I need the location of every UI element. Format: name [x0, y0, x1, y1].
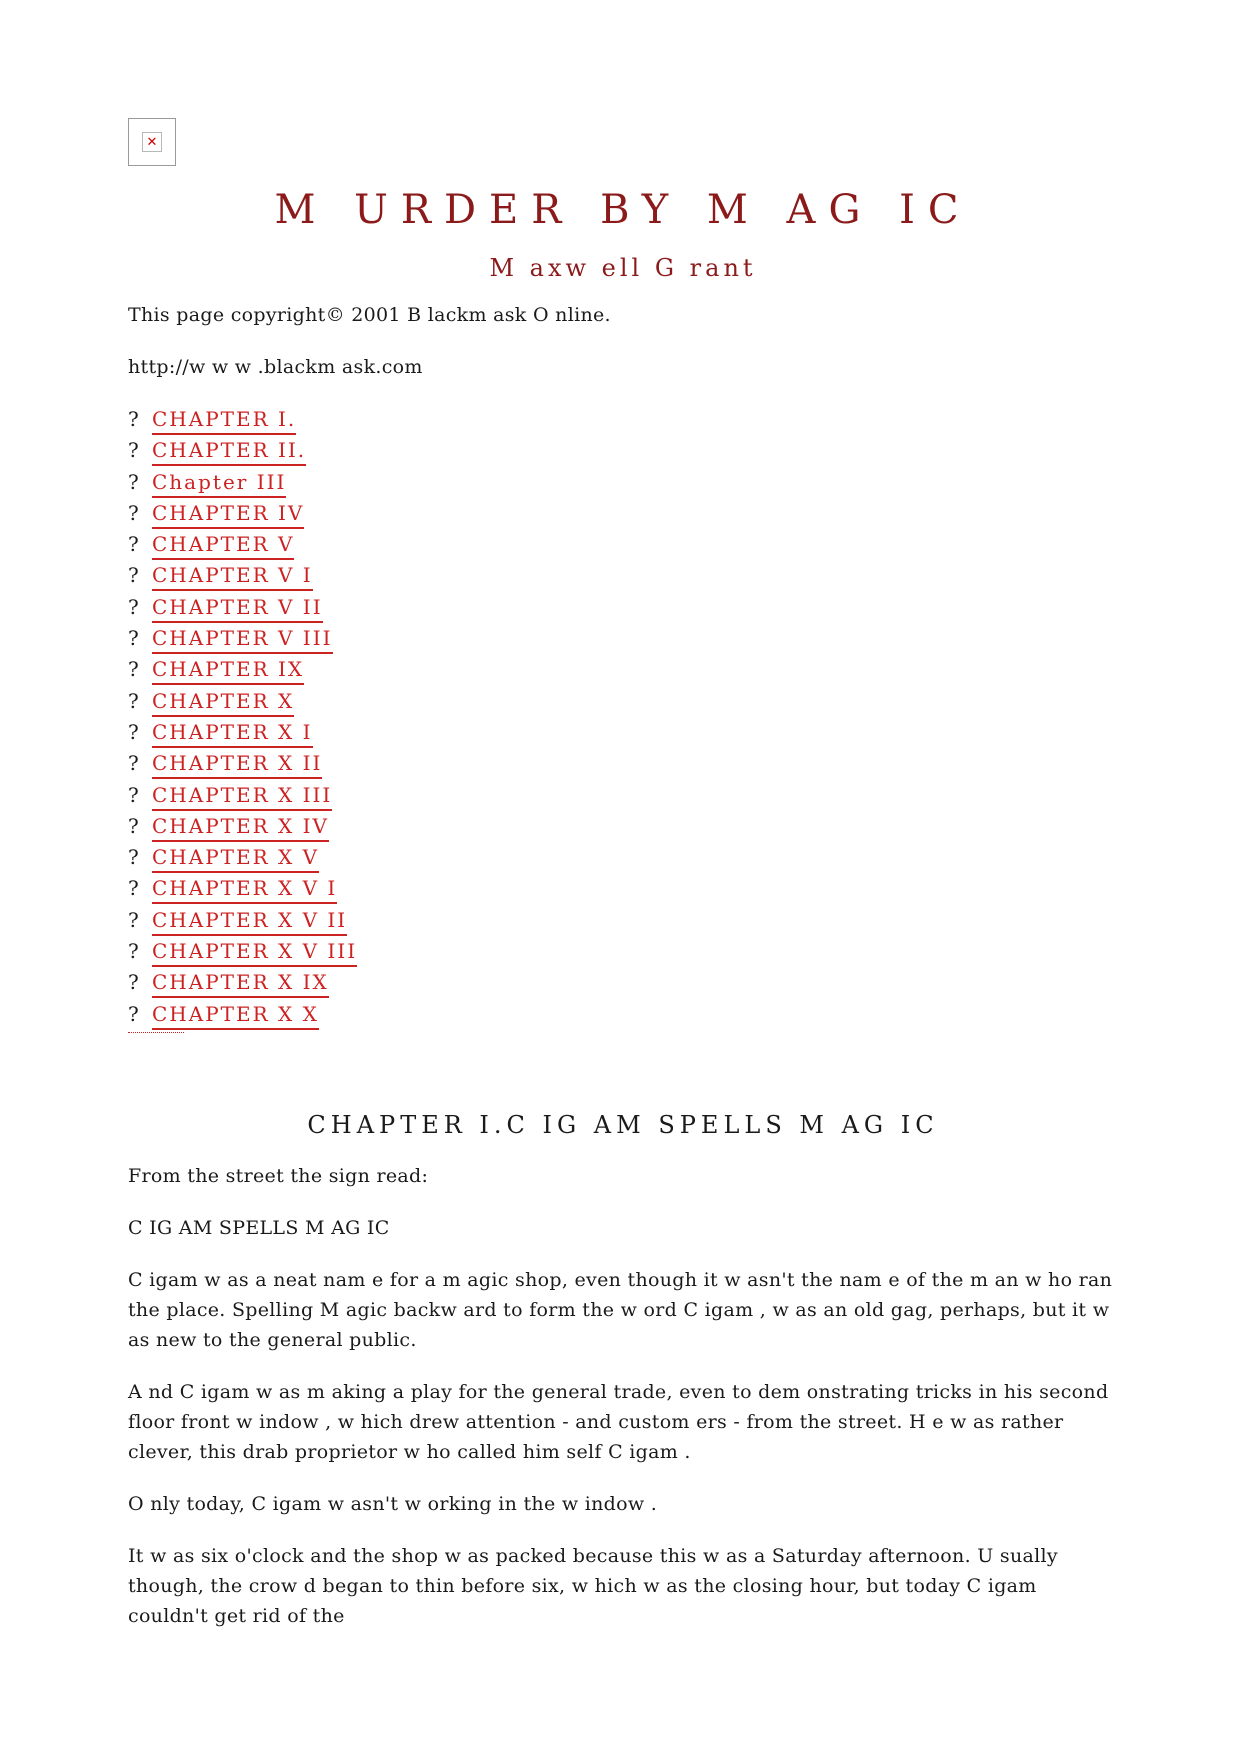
- toc-bullet: ?: [128, 469, 139, 494]
- toc-bullet: ?: [128, 845, 139, 870]
- toc-item: [128, 938, 1118, 969]
- toc-bullet: ?: [128, 438, 139, 463]
- toc-link-chapter-12[interactable]: CHAPTER X II: [152, 750, 322, 779]
- book-title: M URDER BY M AG IC: [274, 187, 972, 233]
- toc-item: [128, 875, 1118, 906]
- toc-bullet: ?: [128, 594, 139, 619]
- toc-bullet: ?: [128, 876, 139, 901]
- toc-item: [128, 907, 1118, 938]
- toc-bullet: ?: [128, 1001, 139, 1026]
- toc-link-chapter-2[interactable]: CHAPTER II.: [152, 437, 306, 466]
- toc-link-chapter-18[interactable]: CHAPTER X V III: [152, 938, 357, 967]
- toc-bullet: ?: [128, 719, 139, 744]
- toc-item: [128, 1001, 1118, 1032]
- broken-image-icon: ✕: [142, 132, 162, 152]
- toc-item: [128, 406, 1118, 437]
- book-author: M axw ell G rant: [489, 254, 757, 282]
- toc-item: [128, 594, 1118, 625]
- toc-link-chapter-10[interactable]: CHAPTER X: [152, 688, 294, 717]
- chapter-heading: CHAPTER I.C IG AM SPELLS M AG IC: [307, 1110, 939, 1139]
- chapter-paragraph: A nd C igam w as m aking a play for the general trade, even to dem onstrating tricks in his second floor front w indow , w hich drew attention - and custom ers - from the street. H e w as rather clever, this drab proprietor w ho called him self C igam .: [128, 1380, 1109, 1463]
- toc-item: [128, 469, 1118, 500]
- toc-item: [128, 719, 1118, 750]
- broken-image-placeholder: [128, 118, 176, 166]
- toc-link-chapter-3[interactable]: Chapter III: [152, 469, 286, 498]
- toc-link-chapter-15[interactable]: CHAPTER X V: [152, 844, 319, 873]
- toc-clipped-item: [128, 1032, 184, 1039]
- toc-link-chapter-14[interactable]: CHAPTER X IV: [152, 813, 329, 842]
- toc-item: [128, 656, 1118, 687]
- toc-item: [128, 688, 1118, 719]
- toc-item: [128, 782, 1118, 813]
- toc-link-chapter-13[interactable]: CHAPTER X III: [152, 782, 332, 811]
- toc-link-chapter-9[interactable]: CHAPTER IX: [152, 656, 304, 685]
- toc-bullet: ?: [128, 626, 139, 651]
- toc-bullet: ?: [128, 813, 139, 838]
- publisher-url: http://w w w .blackm ask.com: [128, 356, 423, 378]
- toc-item: [128, 500, 1118, 531]
- toc-link-chapter-4[interactable]: CHAPTER IV: [152, 500, 304, 529]
- toc-link-chapter-16[interactable]: CHAPTER X V I: [152, 875, 337, 904]
- document-page: [128, 118, 1118, 1631]
- toc-bullet: ?: [128, 657, 139, 682]
- table-of-contents: [128, 406, 1118, 1032]
- toc-bullet: ?: [128, 751, 139, 776]
- toc-bullet: ?: [128, 500, 139, 525]
- toc-item: [128, 625, 1118, 656]
- toc-link-chapter-17[interactable]: CHAPTER X V II: [152, 907, 347, 936]
- chapter-paragraph: It w as six o'clock and the shop w as packed because this w as a Saturday afternoon. U sually though, the crow d began to thin before six, w hich w as the closing hour, but today C igam couldn't get rid of the: [128, 1544, 1058, 1627]
- toc-item: [128, 437, 1118, 468]
- toc-bullet: ?: [128, 907, 139, 932]
- toc-bullet: ?: [128, 407, 139, 431]
- toc-link-chapter-6[interactable]: CHAPTER V I: [152, 562, 313, 591]
- toc-link-chapter-1[interactable]: CHAPTER I.: [152, 406, 296, 435]
- toc-link-chapter-20[interactable]: CHAPTER X X: [152, 1001, 319, 1030]
- toc-item: [128, 844, 1118, 875]
- toc-bullet: ?: [128, 532, 139, 557]
- chapter-paragraph: O nly today, C igam w asn't w orking in the w indow .: [128, 1492, 658, 1515]
- chapter-paragraph: From the street the sign read:: [128, 1164, 429, 1187]
- toc-item: [128, 562, 1118, 593]
- toc-item: [128, 813, 1118, 844]
- toc-bullet: ?: [128, 563, 139, 588]
- toc-link-chapter-11[interactable]: CHAPTER X I: [152, 719, 313, 748]
- chapter-paragraph: C IG AM SPELLS M AG IC: [128, 1216, 390, 1239]
- copyright-notice: This page copyright© 2001 B lackm ask O nline.: [128, 304, 611, 326]
- toc-link-chapter-5[interactable]: CHAPTER V: [152, 531, 294, 560]
- toc-item: [128, 750, 1118, 781]
- toc-link-chapter-19[interactable]: CHAPTER X IX: [152, 969, 329, 998]
- toc-bullet: ?: [128, 970, 139, 995]
- toc-bullet: ?: [128, 782, 139, 807]
- chapter-paragraph: C igam w as a neat nam e for a m agic shop, even though it w asn't the nam e of the m an w ho ran the place. Spelling M agic backw ard to form the w ord C igam , w as an old gag, perhaps, but it w as new to the general public.: [128, 1268, 1113, 1351]
- toc-item: [128, 969, 1118, 1000]
- toc-link-chapter-7[interactable]: CHAPTER V II: [152, 594, 323, 623]
- toc-link-chapter-8[interactable]: CHAPTER V III: [152, 625, 333, 654]
- toc-bullet: ?: [128, 688, 139, 713]
- toc-bullet: ?: [128, 939, 139, 964]
- toc-item: [128, 531, 1118, 562]
